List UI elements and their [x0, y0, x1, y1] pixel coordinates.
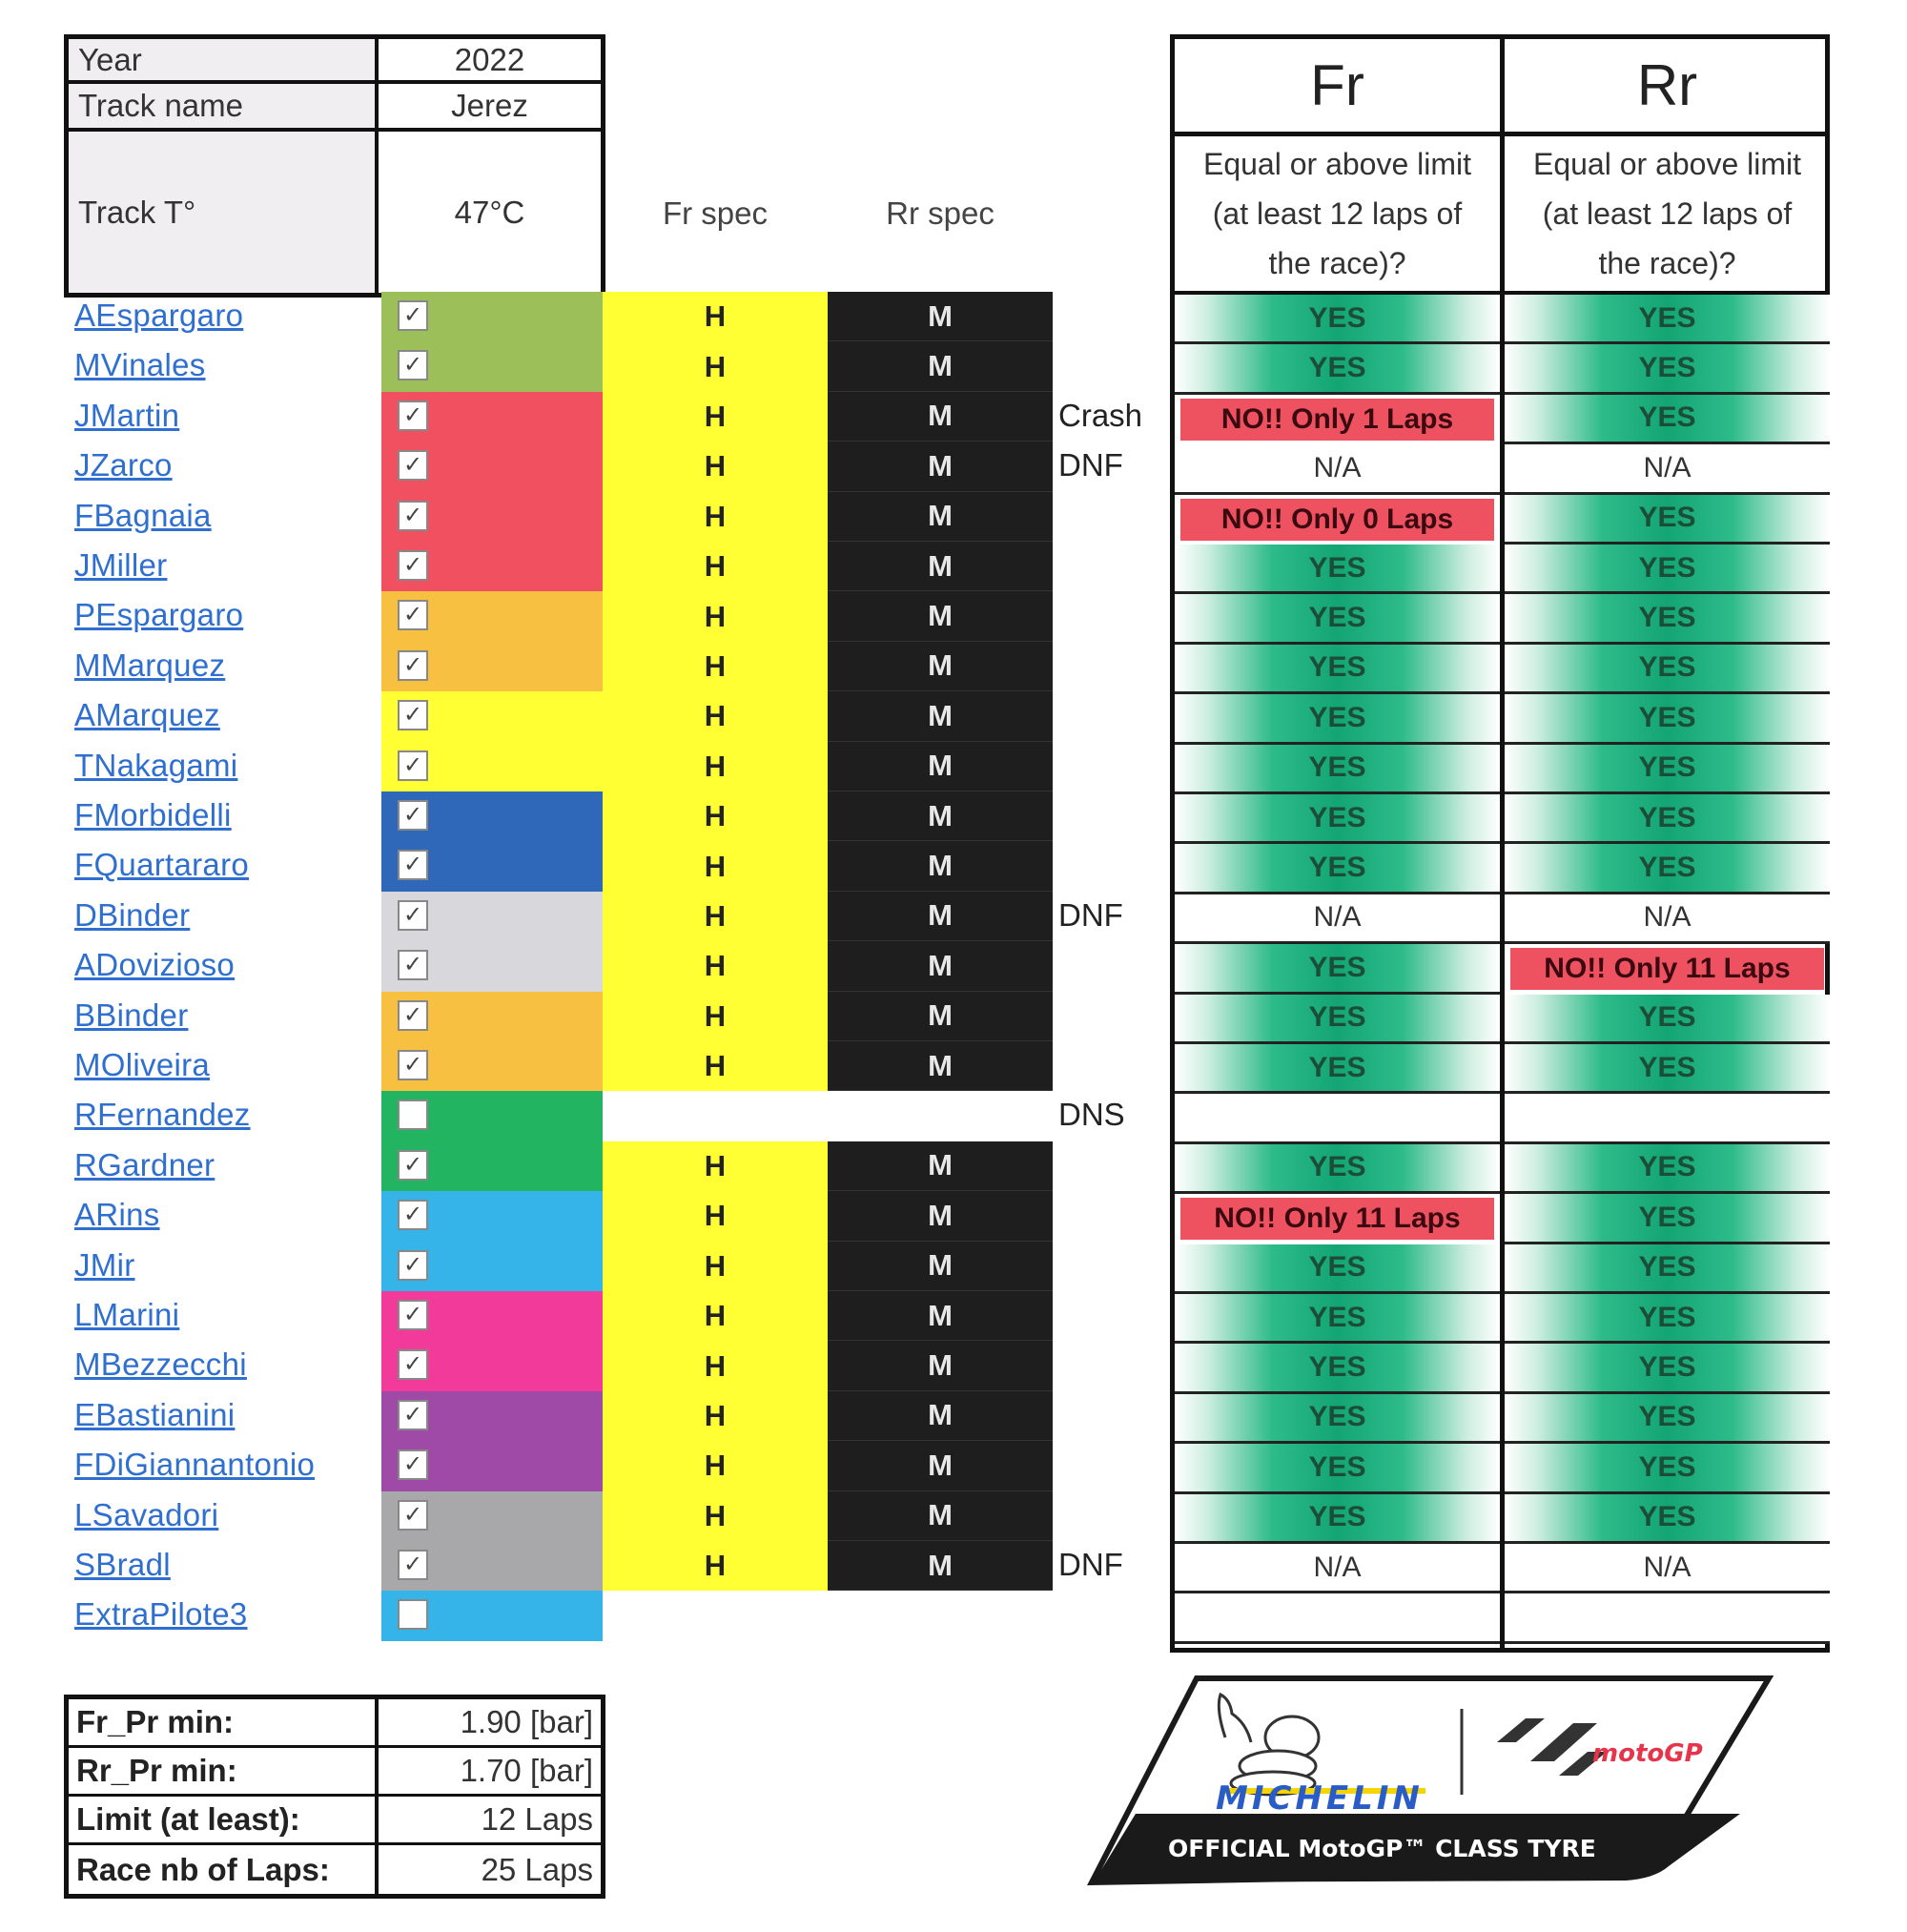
- rr-spec-cell: M: [828, 492, 1053, 542]
- rider-name-link[interactable]: FDiGiannantonio: [74, 1447, 316, 1483]
- track-temp-label: Track T°: [69, 132, 379, 293]
- rr-result-cell: YES: [1505, 1494, 1830, 1544]
- fr-spec-cell: H: [603, 642, 828, 691]
- rider-name-link[interactable]: RFernandez: [74, 1097, 251, 1133]
- fr-result-cell: YES: [1175, 344, 1500, 394]
- rider-checkbox[interactable]: ✓: [398, 450, 428, 481]
- rr-spec-cell: M: [828, 791, 1053, 841]
- fr-result-cell: YES: [1175, 545, 1500, 594]
- result-table: [1170, 34, 1830, 1653]
- rr-result-cell: YES: [1505, 495, 1830, 545]
- fr-result-cell: YES: [1175, 1144, 1500, 1194]
- rr-result-cell: YES: [1505, 295, 1830, 344]
- team-color-cell: [381, 341, 603, 391]
- rr-spec-cell: M: [828, 1191, 1053, 1241]
- fr-spec-cell: H: [603, 1541, 828, 1591]
- rider-checkbox[interactable]: ✓: [398, 1050, 428, 1080]
- rider-checkbox[interactable]: ✓: [398, 1349, 428, 1380]
- team-color-cell: [381, 292, 603, 341]
- rr-result-cell: YES: [1505, 645, 1830, 694]
- rider-name-link[interactable]: JMiller: [74, 547, 168, 583]
- rr-result-cell: YES: [1505, 844, 1830, 894]
- rider-name-link[interactable]: TNakagami: [74, 747, 238, 783]
- team-color-cell: [381, 1491, 603, 1541]
- rr-result-cell: YES: [1505, 1344, 1830, 1393]
- rider-name-link[interactable]: JMir: [74, 1246, 135, 1283]
- rider-name-link[interactable]: ExtraPilote3: [74, 1596, 248, 1633]
- limit-label: Limit (at least):: [69, 1797, 379, 1842]
- fr-result-cell: YES: [1175, 794, 1500, 844]
- fr-spec-cell: H: [603, 442, 828, 491]
- fr-spec-cell: H: [603, 591, 828, 641]
- track-temp-value: 47°C: [454, 194, 525, 230]
- rr-spec-cell: M: [828, 1441, 1053, 1490]
- rr-spec-cell: M: [828, 591, 1053, 641]
- fr-spec-cell: H: [603, 1242, 828, 1291]
- rider-checkbox[interactable]: ✓: [398, 350, 428, 380]
- fr-result-cell: N/A: [1175, 1544, 1500, 1593]
- fr-spec-cell: H: [603, 542, 828, 591]
- fr-spec-cell: H: [603, 1141, 828, 1191]
- team-color-cell: [381, 1341, 603, 1390]
- year-value: 2022: [379, 39, 601, 84]
- fr-spec-cell: H: [603, 1041, 828, 1091]
- rr-spec-cell: M: [828, 1291, 1053, 1341]
- rr-spec-cell: M: [828, 292, 1053, 341]
- rr-spec-cell: M: [828, 392, 1053, 442]
- rider-checkbox[interactable]: ✓: [398, 1200, 428, 1230]
- rider-name-link[interactable]: JZarco: [74, 447, 173, 483]
- rr-spec-cell: M: [828, 642, 1053, 691]
- rr-spec-cell: M: [828, 542, 1053, 591]
- race-status: Crash: [1058, 397, 1143, 433]
- fr-title: Fr: [1175, 39, 1500, 136]
- fr-question-line2: (at least 12 laps of: [1212, 196, 1463, 231]
- team-color-cell: [381, 492, 603, 542]
- fr-spec-cell: H: [603, 1491, 828, 1541]
- fr-result-cell: N/A: [1175, 894, 1500, 944]
- rr-result-cell: YES: [1505, 794, 1830, 844]
- team-color-cell: [381, 1291, 603, 1341]
- fr-result-cell: N/A: [1175, 444, 1500, 494]
- limit-row: [69, 1699, 601, 1748]
- fr-question-line1: Equal or above limit: [1202, 147, 1472, 181]
- rr-spec-cell: M: [828, 1491, 1053, 1541]
- rr-question-line2: (at least 12 laps of: [1542, 196, 1793, 231]
- team-color-cell: [381, 1041, 603, 1091]
- rr-result-cell: YES: [1505, 1244, 1830, 1294]
- rr-result-cell: N/A: [1505, 894, 1830, 944]
- team-color-cell: [381, 1141, 603, 1191]
- fr-result-cell: NO!! Only 11 Laps: [1180, 1198, 1494, 1240]
- fr-result-cell: NO!! Only 0 Laps: [1180, 499, 1494, 541]
- rr-result-cell: YES: [1505, 745, 1830, 794]
- team-color-cell: [381, 992, 603, 1041]
- fr-result-cell: YES: [1175, 1394, 1500, 1444]
- rider-checkbox[interactable]: ✓: [398, 750, 428, 781]
- rider-name-link[interactable]: ADovizioso: [74, 947, 236, 983]
- fr-spec-cell: H: [603, 742, 828, 791]
- fr-spec-cell: H: [603, 492, 828, 542]
- rr-spec-cell: M: [828, 1041, 1053, 1091]
- rider-name-link[interactable]: DBinder: [74, 896, 191, 933]
- rider-checkbox[interactable]: ✓: [398, 550, 428, 581]
- race-status: DNF: [1058, 447, 1123, 483]
- fr-result-cell: YES: [1175, 1344, 1500, 1393]
- team-color-cell: [381, 1191, 603, 1241]
- limit-value: 1.90 [bar]: [460, 1704, 593, 1739]
- fr-result-cell: YES: [1175, 1244, 1500, 1294]
- fr-result-cell: YES: [1175, 1494, 1500, 1544]
- track-info-table: [64, 34, 605, 298]
- fr-result-cell: YES: [1175, 645, 1500, 694]
- fr-result-cell: YES: [1175, 694, 1500, 744]
- michelin-text: MICHELIN: [1216, 1779, 1424, 1818]
- rider-name-link[interactable]: LMarini: [74, 1297, 180, 1332]
- rider-checkbox[interactable]: ✓: [398, 300, 428, 331]
- logo-tagline: OFFICIAL MotoGP™ CLASS TYRE: [1168, 1835, 1596, 1862]
- rider-name-link[interactable]: PEspargaro: [74, 597, 244, 633]
- fr-result-cell: YES: [1175, 594, 1500, 644]
- rr-spec-cell: M: [828, 992, 1053, 1041]
- limit-value: 1.70 [bar]: [460, 1753, 593, 1788]
- limit-label: Fr_Pr min:: [69, 1699, 379, 1745]
- team-color-cell: [381, 742, 603, 791]
- rider-name-link[interactable]: SBradl: [74, 1547, 171, 1582]
- limit-row: [69, 1797, 601, 1845]
- fr-spec-cell: H: [603, 992, 828, 1041]
- rr-result-cell: YES: [1505, 1044, 1830, 1094]
- team-color-cell: [381, 841, 603, 891]
- fr-result-cell: NO!! Only 1 Laps: [1180, 399, 1494, 441]
- team-color-cell: [381, 691, 603, 741]
- fr-result-cell: YES: [1175, 844, 1500, 894]
- race-status: DNF: [1058, 896, 1123, 933]
- rr-spec-cell: M: [828, 841, 1053, 891]
- fr-result-cell: YES: [1175, 995, 1500, 1044]
- fr-result-cell: [1175, 1593, 1500, 1643]
- rr-result-cell: YES: [1505, 1294, 1830, 1344]
- team-color-cell: [381, 442, 603, 491]
- rr-result-cell: YES: [1505, 694, 1830, 744]
- rider-checkbox[interactable]: ✓: [398, 600, 428, 630]
- rider-checkbox[interactable]: ✓: [398, 1500, 428, 1531]
- track-name-value: Jerez: [379, 84, 601, 132]
- rider-checkbox[interactable]: [398, 1100, 428, 1130]
- rider-checkbox[interactable]: ✓: [398, 700, 428, 730]
- fr-spec-cell: H: [603, 1191, 828, 1241]
- michelin-motogp-logo: [1082, 1671, 1788, 1890]
- rr-result-cell: N/A: [1505, 444, 1830, 494]
- race-status: DNF: [1058, 1547, 1123, 1582]
- rr-title: Rr: [1505, 39, 1830, 136]
- limit-row: [69, 1748, 601, 1797]
- team-color-cell: [381, 1591, 603, 1640]
- rider-checkbox[interactable]: ✓: [398, 850, 428, 880]
- rider-checkbox[interactable]: ✓: [398, 650, 428, 681]
- rider-checkbox[interactable]: ✓: [398, 950, 428, 980]
- team-color-cell: [381, 1441, 603, 1490]
- rider-name-link[interactable]: AMarquez: [74, 697, 220, 733]
- rider-name-link[interactable]: JMartin: [74, 397, 180, 433]
- rider-name-link[interactable]: AEspargaro: [74, 298, 244, 333]
- rider-name-link[interactable]: BBinder: [74, 997, 189, 1033]
- rr-result-cell: NO!! Only 11 Laps: [1510, 948, 1824, 990]
- rider-name-link[interactable]: MBezzecchi: [74, 1346, 247, 1383]
- rider-checkbox[interactable]: ✓: [398, 800, 428, 831]
- team-color-cell: [381, 1541, 603, 1591]
- fr-spec-cell: H: [603, 1391, 828, 1441]
- rider-checkbox[interactable]: [398, 1599, 428, 1630]
- fr-spec-cell: H: [603, 1341, 828, 1390]
- fr-spec-cell: H: [603, 341, 828, 391]
- fr-question: [1175, 136, 1500, 295]
- rider-name-link[interactable]: MMarquez: [74, 647, 226, 683]
- rr-result-cell: YES: [1505, 1144, 1830, 1194]
- rider-name-link[interactable]: LSavadori: [74, 1496, 219, 1532]
- rr-spec-cell: M: [828, 941, 1053, 991]
- rider-checkbox[interactable]: ✓: [398, 1449, 428, 1480]
- team-color-cell: [381, 1391, 603, 1441]
- rr-result-cell: YES: [1505, 395, 1830, 444]
- fr-spec-header: Fr spec: [662, 195, 769, 231]
- rr-spec-cell: M: [828, 1391, 1053, 1441]
- limit-label: Race nb of Laps:: [69, 1845, 379, 1894]
- fr-spec-cell: H: [603, 1441, 828, 1490]
- motogp-text: motoGP: [1592, 1739, 1703, 1768]
- rider-checkbox[interactable]: ✓: [398, 900, 428, 931]
- rr-spec-cell: M: [828, 1341, 1053, 1390]
- fr-result-cell: YES: [1175, 295, 1500, 344]
- team-color-cell: [381, 542, 603, 591]
- fr-spec-cell: H: [603, 292, 828, 341]
- limit-row: [69, 1845, 601, 1894]
- limits-table: [64, 1695, 605, 1899]
- team-color-cell: [381, 892, 603, 941]
- fr-result-cell: YES: [1175, 1044, 1500, 1094]
- fr-result-cell: YES: [1175, 1294, 1500, 1344]
- rr-result-cell: YES: [1505, 344, 1830, 394]
- rr-spec-header: Rr spec: [886, 195, 995, 231]
- rr-result-cell: YES: [1505, 1394, 1830, 1444]
- rr-result-cell: [1505, 1593, 1830, 1643]
- rr-spec-cell: M: [828, 1242, 1053, 1291]
- rr-spec-cell: M: [828, 1141, 1053, 1191]
- rr-spec-cell: M: [828, 892, 1053, 941]
- rr-spec-cell: M: [828, 742, 1053, 791]
- fr-question-line3: the race)?: [1268, 246, 1406, 280]
- rider-checkbox[interactable]: ✓: [398, 401, 428, 431]
- fr-spec-cell: H: [603, 892, 828, 941]
- limit-value: 12 Laps: [481, 1801, 593, 1837]
- rider-checkbox[interactable]: ✓: [398, 1550, 428, 1580]
- team-color-cell: [381, 591, 603, 641]
- fr-spec-cell: H: [603, 841, 828, 891]
- team-color-cell: [381, 941, 603, 991]
- rider-name-link[interactable]: RGardner: [74, 1146, 215, 1182]
- rr-result-cell: YES: [1505, 1444, 1830, 1493]
- fr-spec-cell: H: [603, 1291, 828, 1341]
- fr-result-cell: YES: [1175, 745, 1500, 794]
- track-name-label: Track name: [69, 84, 379, 132]
- rr-result-cell: YES: [1505, 594, 1830, 644]
- rr-question-line1: Equal or above limit: [1532, 147, 1802, 181]
- rider-checkbox[interactable]: ✓: [398, 1250, 428, 1281]
- rider-name-link[interactable]: MVinales: [74, 347, 206, 383]
- team-color-cell: [381, 1242, 603, 1291]
- rr-result-cell: YES: [1505, 1194, 1830, 1243]
- rider-checkbox[interactable]: ✓: [398, 1000, 428, 1031]
- fr-spec-cell: H: [603, 941, 828, 991]
- rr-result-cell: YES: [1505, 545, 1830, 594]
- rider-checkbox[interactable]: ✓: [398, 1400, 428, 1430]
- rr-result-cell: [1505, 1094, 1830, 1143]
- rr-spec-cell: M: [828, 341, 1053, 391]
- rr-result-cell: N/A: [1505, 1544, 1830, 1593]
- fr-result-cell: YES: [1175, 944, 1500, 994]
- team-color-cell: [381, 392, 603, 442]
- rider-name-link[interactable]: FMorbidelli: [74, 797, 232, 832]
- rider-name-link[interactable]: ARins: [74, 1197, 160, 1233]
- rider-checkbox[interactable]: ✓: [398, 1150, 428, 1181]
- limit-label: Rr_Pr min:: [69, 1748, 379, 1794]
- rider-name-link[interactable]: FBagnaia: [74, 497, 212, 533]
- rider-name-link[interactable]: EBastianini: [74, 1396, 236, 1432]
- team-color-cell: [381, 642, 603, 691]
- rider-checkbox[interactable]: ✓: [398, 501, 428, 531]
- year-label: Year: [69, 39, 379, 84]
- limit-value: 25 Laps: [481, 1851, 593, 1887]
- race-status: DNS: [1058, 1097, 1125, 1133]
- rr-spec-cell: M: [828, 691, 1053, 741]
- rr-spec-cell: M: [828, 1541, 1053, 1591]
- rr-question-line3: the race)?: [1598, 246, 1736, 280]
- fr-spec-cell: H: [603, 691, 828, 741]
- rr-spec-cell: M: [828, 442, 1053, 491]
- rr-result-cell: YES: [1505, 995, 1830, 1044]
- team-color-cell: [381, 1091, 603, 1141]
- fr-result-cell: [1175, 1094, 1500, 1143]
- rider-name-link[interactable]: FQuartararo: [74, 847, 250, 883]
- fr-result-cell: YES: [1175, 1444, 1500, 1493]
- rr-question: [1505, 136, 1830, 295]
- rider-checkbox[interactable]: ✓: [398, 1300, 428, 1330]
- fr-spec-cell: H: [603, 791, 828, 841]
- fr-spec-cell: H: [603, 392, 828, 442]
- rider-name-link[interactable]: MOliveira: [74, 1047, 211, 1082]
- team-color-cell: [381, 791, 603, 841]
